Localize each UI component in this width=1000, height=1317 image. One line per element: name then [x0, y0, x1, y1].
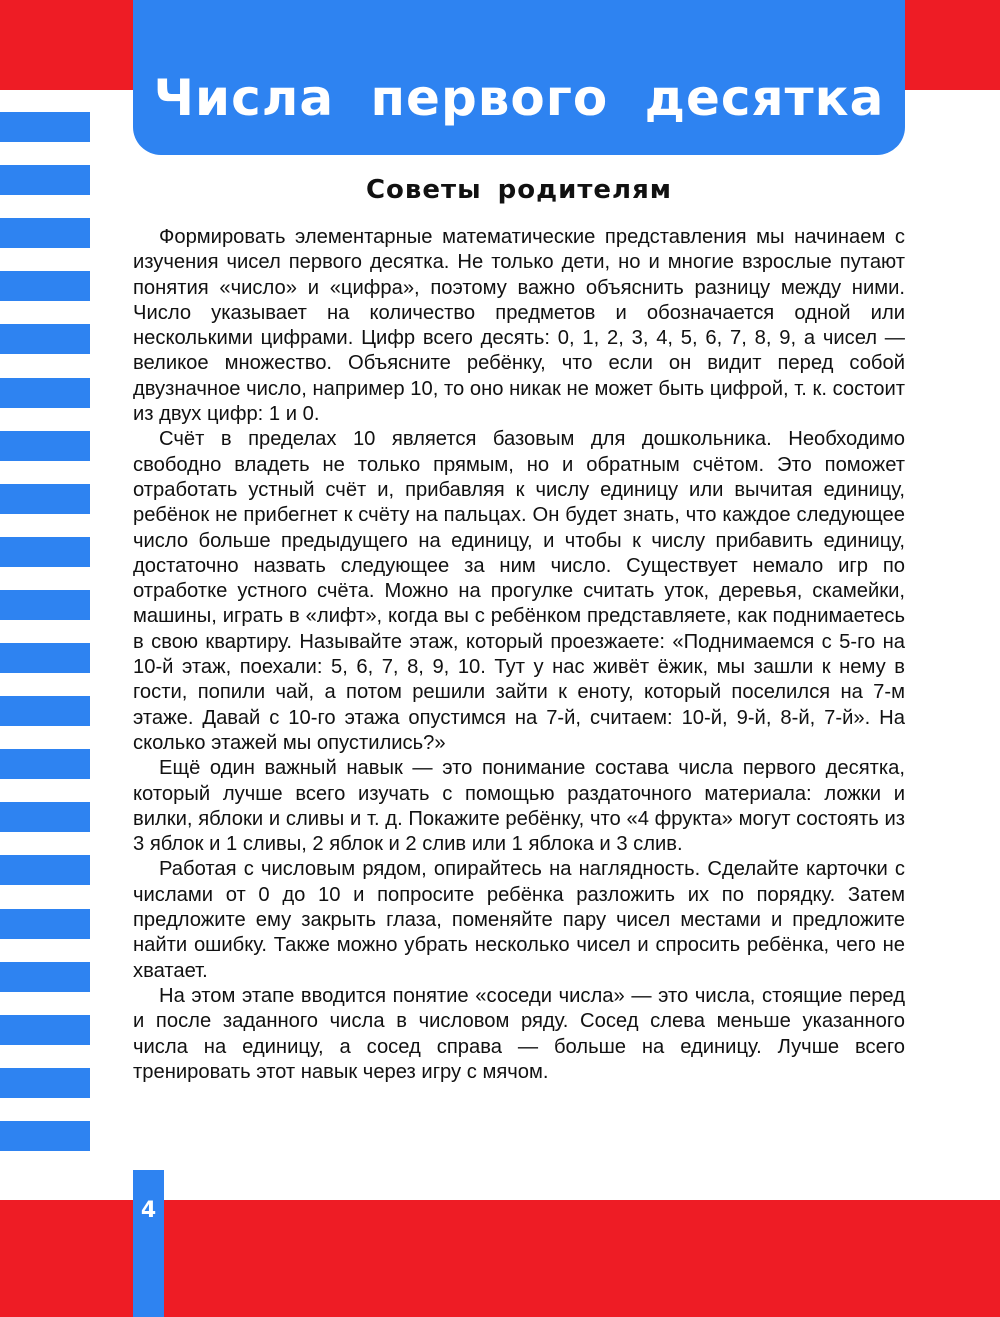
stripe [0, 643, 90, 673]
stripe [0, 749, 90, 779]
stripe [0, 112, 90, 142]
stripe [0, 324, 90, 354]
page-number-tab [133, 1170, 164, 1317]
stripe [0, 431, 90, 461]
paragraph: Ещё один важный навык — это понимание состава числа первого десятка, который лучше всего изучать с помощью раздаточного материала: ложки и вилки, яблоки и сливы и т. д. Покажите ребёнку, что «4 фрукта» могут состоять из 3 яблок и 1 сливы, 2 яблок и 2 слив или 1 яблока и 3 слив. [133, 757, 905, 856]
paragraph: Счёт в пределах 10 является базовым для дошкольника. Необходимо свободно владеть не только прямым, но и обратным счётом. Это поможет отработать устный счёт и, прибавляя к числу единицу или вычитая единицу, ребёнок не прибегнет к счёту на пальцах. Он будет знать, что каждое следующее число больше предыдущего на единицу, и чтобы к числу прибавить единицу, достаточно назвать следующее за ним число. Существует немало игр по отработке устного счёта. Можно на прогулке считать уток, деревья, скамейки, машины, играть в «лифт», когда вы с ребёнком представляете, как поднимаетесь в свою квартиру. Называйте этаж, который проезжаете: «Поднимаемся с 5-го на 10-й этаж, поехали: 5, 6, 7, 8, 9, 10. Тут у нас живёт ёжик, мы зашли к нему в гости, попили чай, а потом решили зайти к еноту, который поселился на 7-м этаже. Давай с 10-го этажа опустимся на 7-й, считаем: 10-й, 9-й, 8-й, 7-й». На сколько этажей мы опустились?» [133, 428, 905, 754]
stripe [0, 962, 90, 992]
paragraph: Формировать элементарные математические представления мы начинаем с изучения чисел первого десятка. Не только дети, но и многие взрослые путают понятия «число» и «цифра», поэтому важно объяснить разницу между ними. Число указывает на количество предметов и обозначается одной или несколькими цифрами. Цифр всего десять: 0, 1, 2, 3, 4, 5, 6, 7, 8, 9, а чисел — великое множество. Объясните ребёнку, что если он видит перед собой двузначное число, например 10, то оно никак не может быть цифрой, т. к. состоит из двух цифр: 1 и 0. [133, 226, 905, 426]
stripe [0, 378, 90, 408]
stripe [0, 802, 90, 832]
stripe [0, 484, 90, 514]
stripe [0, 537, 90, 567]
stripe [0, 271, 90, 301]
stripe [0, 909, 90, 939]
paragraph: На этом этапе вводится понятие «соседи числа» — это числа, стоящие перед и после заданного числа в числовом ряду. Сосед слева меньше указанного числа на единицу, а сосед справа — больше на единицу. Лучше всего тренировать этот навык через игру с мячом. [133, 984, 905, 1083]
stripe [0, 218, 90, 248]
stripe [0, 1015, 90, 1045]
decorative-stripes [0, 112, 90, 1172]
title-banner [133, 0, 905, 155]
page-number: 4 [140, 1198, 157, 1223]
stripe [0, 1121, 90, 1151]
page-title: Числа первого десятка [153, 68, 885, 127]
paragraph: Работая с числовым рядом, опирайтесь на наглядность. Сделайте карточки с числами от 0 до 10 и попросите ребёнка разложить их по порядку. Затем предложите ему закрыть глаза, поменяйте пару чисел местами и предложите найти ошибку. Также можно убрать несколько чисел и спросить ребёнка, чего не хватает. [133, 858, 905, 982]
body-text [133, 225, 905, 1085]
stripe [0, 590, 90, 620]
stripe [0, 1068, 90, 1098]
section-subtitle: Советы родителям [365, 175, 673, 205]
stripe [0, 855, 90, 885]
stripe [0, 165, 90, 195]
stripe [0, 696, 90, 726]
red-corner-top-right [905, 0, 1000, 90]
red-corner-top-left [0, 0, 133, 90]
